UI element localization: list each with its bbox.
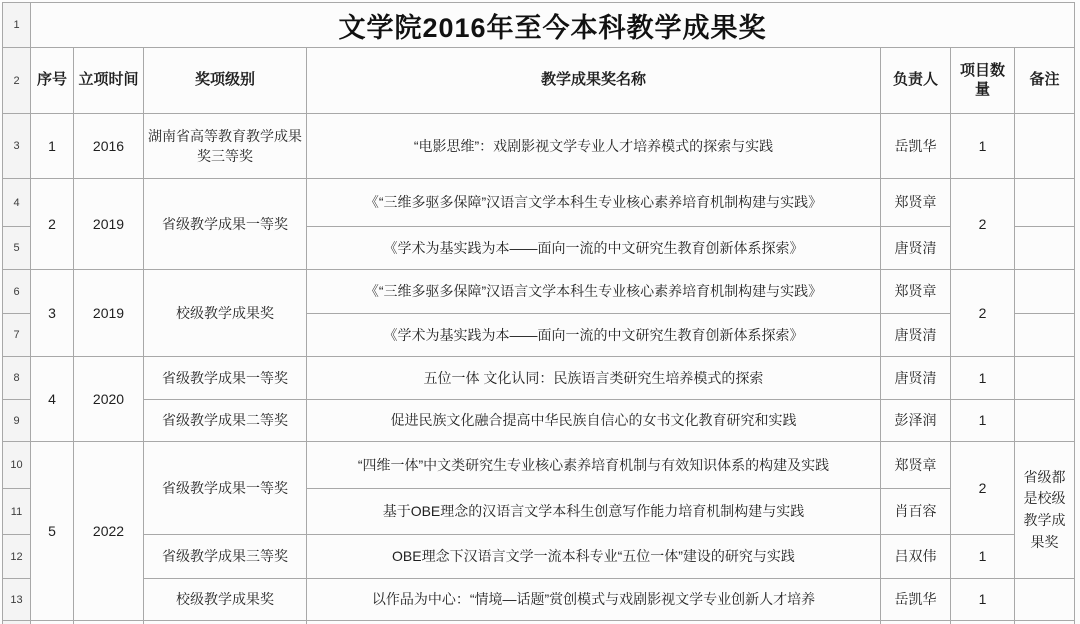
cell-note [1015,114,1075,179]
cell-level: 湖南省高等教育教学成果奖三等奖 [144,114,307,179]
cell-year: 2019 [74,179,144,270]
col-header-year: 立项时间 [74,48,144,114]
table-row [3,114,1075,179]
col-header-note: 备注 [1015,48,1075,114]
row-number-5: 5 [3,227,31,270]
cell-note [1015,579,1075,621]
col-header-leader: 负责人 [881,48,951,114]
cell-count: 2 [951,270,1015,357]
cell-level: 校级教学成果奖 [144,270,307,357]
page-title: 文学院2016年至今本科教学成果奖 [31,3,1075,48]
row-number-8: 8 [3,357,31,400]
cell-count: 1 [951,535,1015,579]
cell-note [1015,357,1075,400]
cell-level: 省级教学成果三等奖 [144,535,307,579]
cell-note [1015,314,1075,357]
col-header-name: 教学成果奖名称 [307,48,881,114]
cell-name: “电影思维”：戏剧影视文学专业人才培养模式的探索与实践 [307,114,881,179]
cell-leader: 岳凯华 [881,579,951,621]
cell-note [1015,227,1075,270]
cell-name: 以作品为中心：“情境—话题”赏创模式与戏剧影视文学专业创新人才培养 [307,579,881,621]
cell-leader: 肖百容 [881,489,951,535]
cell-leader: 彭泽润 [881,400,951,442]
cell-index: 3 [31,270,74,357]
cell-year: 2019 [74,270,144,357]
cell-name: OBE理念下汉语言文学一流本科专业“五位一体”建设的研究与实践 [307,535,881,579]
cell-level: 省级教学成果一等奖 [144,442,307,535]
cell-name: 《“三维多驱多保障”汉语言文学本科生专业核心素养培育机制构建与实践》 [307,179,881,227]
cell-leader: 唐贤清 [881,314,951,357]
cell-index: 5 [31,442,74,621]
cell-level: 省级教学成果一等奖 [144,179,307,270]
row-number-12: 12 [3,535,31,579]
row-number-14 [3,621,31,624]
cell-leader: 郑贤章 [881,270,951,314]
cell-note [1015,270,1075,314]
cell-leader: 郑贤章 [881,442,951,489]
cell-name: “四维一体”中文类研究生专业核心素养培育机制与有效知识体系的构建及实践 [307,442,881,489]
col-header-index: 序号 [31,48,74,114]
cell-note: 省级都是校级教学成果奖 [1015,442,1075,579]
cell-year: 2020 [74,357,144,442]
row-number-4: 4 [3,179,31,227]
cell-index: 2 [31,179,74,270]
cell-leader: 唐贤清 [881,227,951,270]
cell-level: 省级教学成果二等奖 [144,400,307,442]
row-number-9: 9 [3,400,31,442]
cell-name: 《学术为基实践为本——面向一流的中文研究生教育创新体系探索》 [307,227,881,270]
cell-name: 《“三维多驱多保障”汉语言文学本科生专业核心素养培育机制构建与实践》 [307,270,881,314]
row-number-11: 11 [3,489,31,535]
table-row [3,579,1075,621]
cell-count: 1 [951,579,1015,621]
row-number-7: 7 [3,314,31,357]
cell-leader: 吕双伟 [881,535,951,579]
cell-name: 《学术为基实践为本——面向一流的中文研究生教育创新体系探索》 [307,314,881,357]
cell-count: 2 [951,442,1015,535]
cell-index: 1 [31,114,74,179]
col-header-count: 项目数量 [951,48,1015,114]
cell-index: 4 [31,357,74,442]
row-number-6: 6 [3,270,31,314]
awards-table [2,2,1075,624]
cell-year: 2016 [74,114,144,179]
cell-note [1015,179,1075,227]
row-number-2: 2 [3,48,31,114]
cell-note [1015,400,1075,442]
row-number-3: 3 [3,114,31,179]
cell-count: 1 [951,400,1015,442]
table-row [3,442,1075,489]
cell-leader: 岳凯华 [881,114,951,179]
row-number-13: 13 [3,579,31,621]
table-row [3,400,1075,442]
table-row [3,270,1075,314]
cell-name: 基于OBE理念的汉语言文学本科生创意写作能力培育机制构建与实践 [307,489,881,535]
cell-level: 省级教学成果一等奖 [144,357,307,400]
table-row [3,357,1075,400]
cell-name: 五位一体 文化认同：民族语言类研究生培养模式的探索 [307,357,881,400]
cell-leader: 郑贤章 [881,179,951,227]
row-number-10: 10 [3,442,31,489]
cell-year: 2022 [74,442,144,621]
cell-count: 1 [951,357,1015,400]
cell-level: 校级教学成果奖 [144,579,307,621]
cell-name: 促进民族文化融合提高中华民族自信心的女书文化教育研究和实践 [307,400,881,442]
table-row [3,535,1075,579]
table-row-partial [3,621,1075,624]
col-header-level: 奖项级别 [144,48,307,114]
cell-count: 1 [951,114,1015,179]
table-row [3,179,1075,227]
cell-count: 2 [951,179,1015,270]
row-number-1: 1 [3,3,31,48]
cell-leader: 唐贤清 [881,357,951,400]
